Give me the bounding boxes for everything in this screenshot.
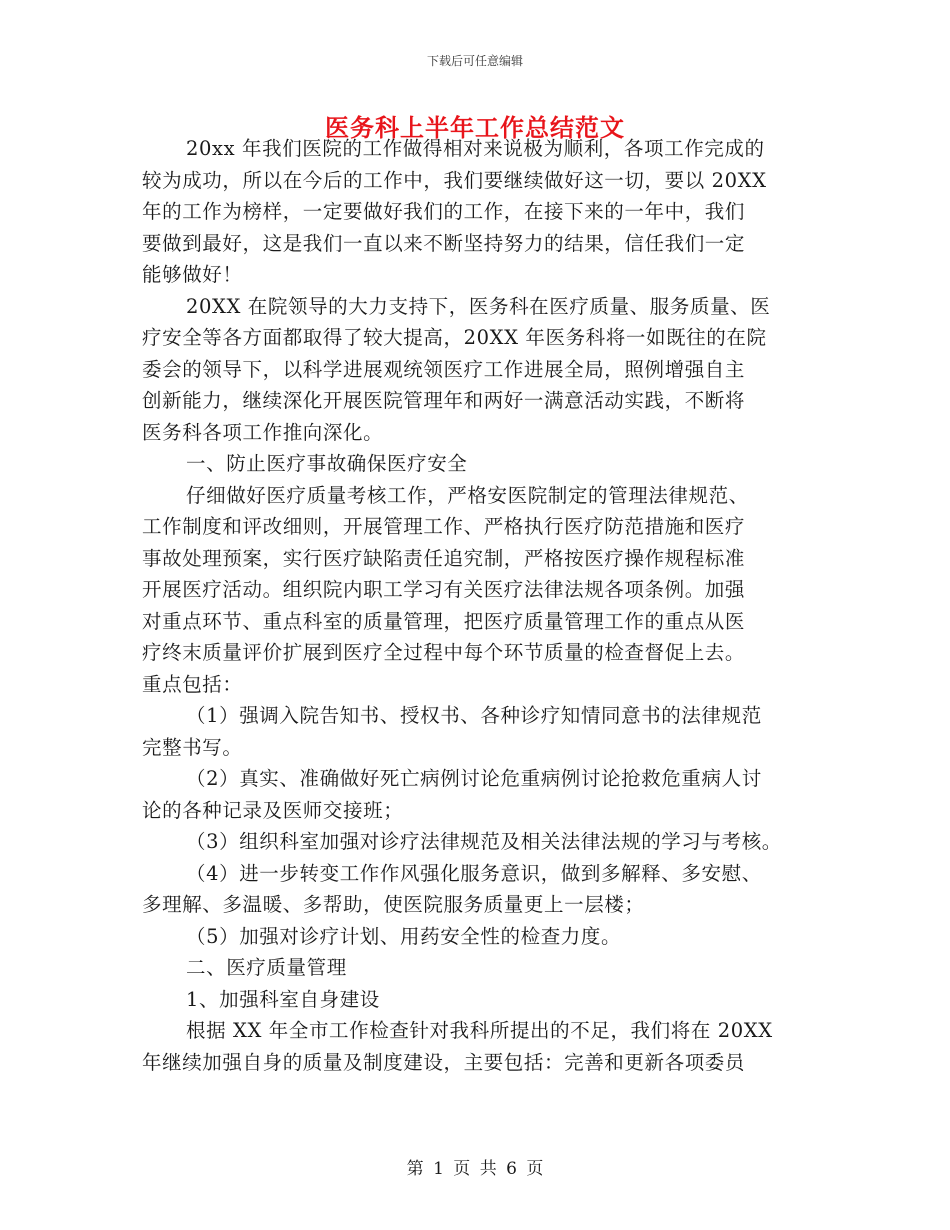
page-header-note: 下载后可任意编辑 bbox=[426, 54, 523, 68]
body-line: 事故处理预案，实行医疗缺陷责任追究制，严格按医疗操作规程标准 bbox=[142, 546, 746, 570]
body-line: 根据 XX 年全市工作检查针对我科所提出的不足，我们将在 20XX bbox=[186, 1019, 773, 1042]
body-line: 较为成功，所以在今后的工作中，我们要继续做好这一切，要以 20XX bbox=[142, 168, 767, 192]
section-heading: 一、防止医疗事故确保医疗安全 bbox=[186, 452, 468, 475]
body-line: 20xx 年我们医院的工作做得相对来说极为顺利，各项工作完成的 bbox=[186, 137, 765, 160]
body-line: 能够做好！ bbox=[142, 263, 243, 286]
list-item: （5）加强对诊疗计划、用药安全性的检查力度。 bbox=[186, 924, 622, 948]
body-line: 工作制度和评改细则，开展管理工作、严格执行医疗防范措施和医疗 bbox=[142, 515, 746, 538]
body-line: 开展医疗活动。组织院内职工学习有关医疗法律法规各项条例。加强 bbox=[142, 578, 746, 601]
body-line: 要做到最好，这是我们一直以来不断坚持努力的结果，信任我们一定 bbox=[142, 231, 746, 255]
body-line: 医务科各项工作推向深化。 bbox=[142, 420, 384, 444]
list-item: （4）进一步转变工作作风强化服务意识，做到多解释、多安慰、 bbox=[186, 861, 762, 885]
list-item-continuation: 完整书写。 bbox=[142, 735, 243, 759]
body-line: 疗安全等各方面都取得了较大提高，20XX 年医务科将一如既往的在院 bbox=[142, 326, 767, 349]
body-line: 20XX 在院领导的大力支持下，医务科在医疗质量、服务质量、医 bbox=[186, 294, 771, 318]
document-title: 医务科上半年工作总结范文 bbox=[325, 113, 625, 142]
list-item-continuation: 多理解、多温暖、多帮助，使医院服务质量更上一层楼； bbox=[142, 893, 645, 916]
section-heading: 二、医疗质量管理 bbox=[186, 956, 347, 979]
list-item: （3）组织科室加强对诊疗法律规范及相关法律法规的学习与考核。 bbox=[186, 830, 782, 853]
list-item: （1）强调入院告知书、授权书、各种诊疗知情同意书的法律规范 bbox=[186, 704, 762, 727]
list-item-continuation: 论的各种记录及医师交接班； bbox=[142, 798, 404, 822]
body-line: 年继续加强自身的质量及制度建设，主要包括：完善和更新各项委员 bbox=[142, 1050, 746, 1074]
body-line: 疗终末质量评价扩展到医疗全过程中每个环节质量的检查督促上去。 bbox=[142, 641, 746, 664]
page-number-footer: 第 1 页 共 6 页 bbox=[406, 1159, 544, 1179]
body-line: 对重点环节、重点科室的质量管理，把医疗质量管理工作的重点从医 bbox=[142, 609, 746, 633]
document-body bbox=[142, 133, 832, 1078]
body-line: 创新能力，继续深化开展医院管理年和两好一满意活动实践，不断将 bbox=[142, 389, 746, 412]
body-line: 仔细做好医疗质量考核工作，严格安医院制定的管理法律规范、 bbox=[186, 483, 749, 507]
body-line: 委会的领导下，以科学进展观统领医疗工作进展全局，照例增强自主 bbox=[142, 357, 746, 381]
subsection-heading: 1、加强科室自身建设 bbox=[186, 987, 380, 1011]
list-item: （2）真实、准确做好死亡病例讨论危重病例讨论抢救危重病人讨 bbox=[186, 767, 762, 790]
body-line: 年的工作为榜样，一定要做好我们的工作，在接下来的一年中，我们 bbox=[142, 200, 746, 223]
body-line: 重点包括： bbox=[142, 672, 243, 696]
